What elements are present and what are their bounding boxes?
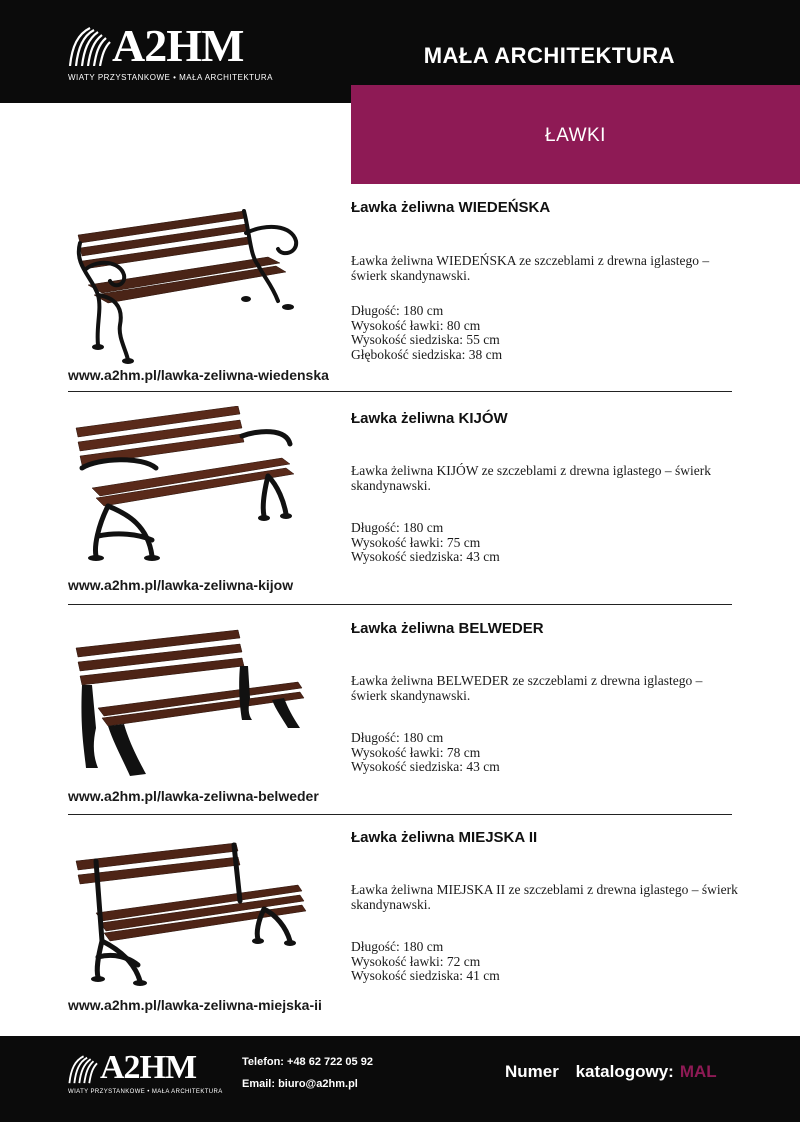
product-description: Ławka żeliwna BELWEDER ze szczeblami z drewna iglastego – świerk skandynawski. bbox=[351, 673, 703, 703]
row-divider bbox=[68, 814, 732, 815]
bench-wiedenska-icon bbox=[68, 205, 308, 365]
spec-seat-height: Wysokość siedziska: 43 cm bbox=[351, 549, 500, 564]
spec-bench-height: Wysokość ławki: 72 cm bbox=[351, 953, 481, 969]
logo-tagline: WIATY PRZYSTANKOWE • MAŁA ARCHITEKTURA bbox=[68, 1089, 223, 1095]
product-name: Ławka żeliwna MIEJSKA II bbox=[351, 829, 538, 846]
product-link[interactable]: www.a2hm.pl/lawka-zeliwna-wiedenska bbox=[68, 367, 329, 383]
footer-phone[interactable]: Telefon: +48 62 722 05 92 bbox=[242, 1056, 373, 1068]
product-description: Ławka żeliwna KIJÓW ze szczeblami z drewna iglastego – świerk skandynawski. bbox=[351, 463, 711, 493]
spec-bench-height: Wysokość ławki: 80 cm bbox=[351, 317, 481, 333]
footer-a2hm-logo[interactable] bbox=[68, 1049, 223, 1098]
product-specs bbox=[351, 521, 500, 565]
spec-seat-height: Wysokość siedziska: 43 cm bbox=[351, 759, 500, 774]
spec-seat-height: Wysokość siedziska: 55 cm bbox=[351, 332, 500, 347]
spec-seat-depth: Głębokość siedziska: 38 cm bbox=[351, 346, 503, 362]
row-divider bbox=[68, 604, 732, 605]
footer-email[interactable]: Email: biuro@a2hm.pl bbox=[242, 1078, 358, 1090]
logo-stripes-icon bbox=[68, 26, 116, 66]
category-banner bbox=[351, 85, 800, 184]
logo-brand-text: A2HM bbox=[100, 1049, 197, 1086]
catalog-label: Numer katalogowy: bbox=[505, 1062, 674, 1081]
category-title: ŁAWKI bbox=[545, 125, 606, 146]
product-miejska-ii bbox=[68, 829, 738, 1014]
spec-seat-height: Wysokość siedziska: 41 cm bbox=[351, 968, 500, 983]
spec-bench-height: Wysokość ławki: 78 cm bbox=[351, 744, 481, 760]
catalog-number bbox=[505, 1062, 717, 1082]
row-divider bbox=[68, 391, 732, 392]
product-name: Ławka żeliwna KIJÓW bbox=[351, 410, 508, 427]
product-link[interactable]: www.a2hm.pl/lawka-zeliwna-miejska-ii bbox=[68, 997, 322, 1013]
product-link[interactable]: www.a2hm.pl/lawka-zeliwna-belweder bbox=[68, 788, 319, 804]
page-footer bbox=[0, 1036, 800, 1122]
catalog-code: MAL bbox=[679, 1062, 717, 1081]
product-name: Ławka żeliwna WIEDEŃSKA bbox=[351, 199, 551, 216]
product-link[interactable]: www.a2hm.pl/lawka-zeliwna-kijow bbox=[68, 577, 294, 593]
spec-length: Długość: 180 cm bbox=[351, 520, 444, 535]
bench-belweder-icon bbox=[68, 628, 308, 788]
spec-length: Długość: 180 cm bbox=[351, 730, 444, 745]
product-name: Ławka żeliwna BELWEDER bbox=[351, 620, 544, 637]
a2hm-logo[interactable] bbox=[68, 20, 278, 86]
product-specs bbox=[351, 731, 500, 775]
spec-bench-height: Wysokość ławki: 75 cm bbox=[351, 534, 481, 550]
product-specs bbox=[351, 304, 502, 362]
product-belweder bbox=[68, 620, 732, 805]
product-kijow bbox=[68, 410, 732, 595]
section-title: MAŁA ARCHITEKTURA bbox=[423, 43, 675, 68]
bench-miejska-icon bbox=[68, 841, 308, 996]
spec-length: Długość: 180 cm bbox=[351, 939, 444, 954]
product-description: Ławka żeliwna MIEJSKA II ze szczeblami z drewna iglastego – świerk skandynawski. bbox=[351, 882, 738, 912]
product-specs bbox=[351, 940, 500, 984]
logo-brand-text: A2HM bbox=[112, 20, 244, 71]
logo-stripes-icon bbox=[68, 1054, 102, 1084]
logo-tagline: WIATY PRZYSTANKOWE • MAŁA ARCHITEKTURA bbox=[68, 73, 273, 82]
bench-kijow-icon bbox=[68, 406, 308, 576]
product-wiedenska bbox=[68, 199, 732, 384]
spec-length: Długość: 180 cm bbox=[351, 303, 444, 318]
product-description: Ławka żeliwna WIEDEŃSKA ze szczeblami z drewna iglastego – świerk skandynawski. bbox=[351, 253, 710, 283]
